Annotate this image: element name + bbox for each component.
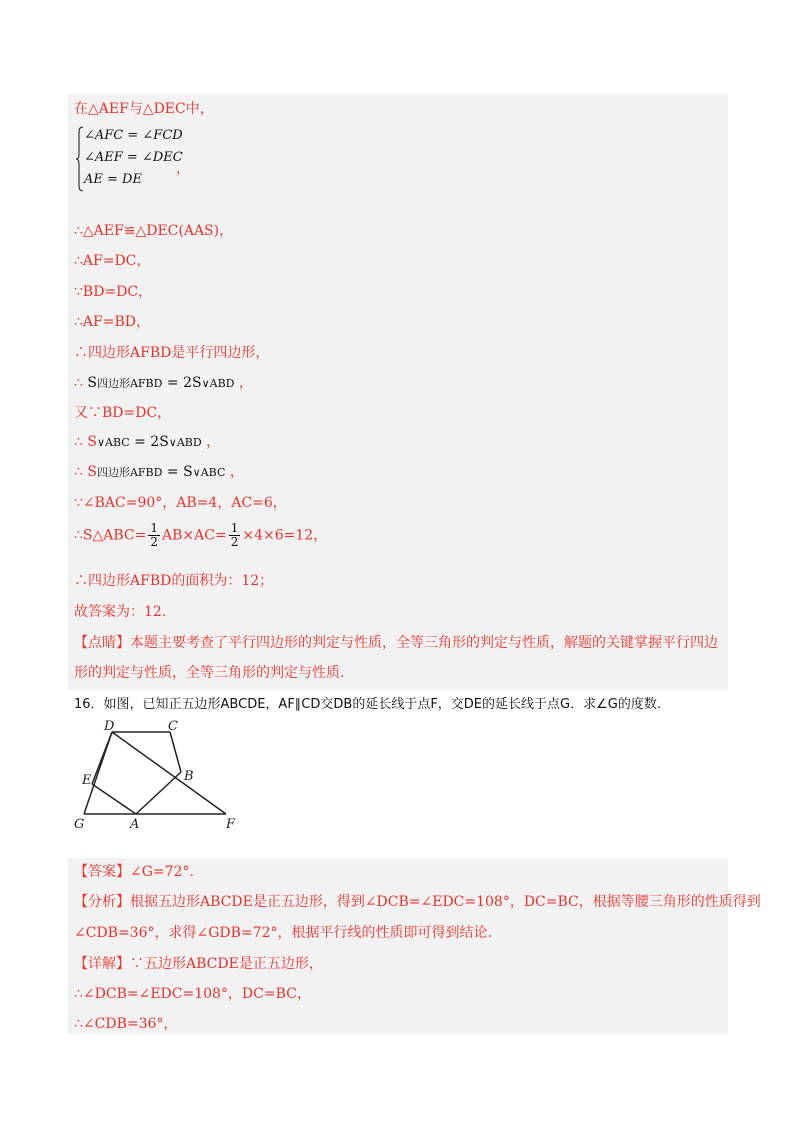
- answer-16: 【答案】∠G=72°.: [74, 864, 194, 880]
- pentagon-figure: [74, 718, 244, 830]
- label-E: E: [82, 773, 92, 788]
- label-A: A: [130, 817, 140, 830]
- label-G: G: [74, 817, 85, 830]
- solution-shade-bottom: [68, 858, 728, 1034]
- system-trail: ，: [176, 161, 190, 177]
- step-bd-dc: ∵BD=DC，: [74, 284, 153, 300]
- comment-line-2: 形的判定与性质，全等三角形的判定与性质.: [74, 665, 345, 681]
- comment-line-1: 【点睛】本题主要考查了平行四边形的判定与性质，全等三角形的判定与性质，解题的关键掌握平行四边: [74, 635, 718, 651]
- step-area-relation-1: ∴ S四边形AFBD = 2S∨ABD ，: [74, 375, 253, 391]
- step-parallelogram: ∴四边形AFBD是平行四边形，: [74, 345, 270, 361]
- label-B: B: [184, 769, 194, 784]
- step-given: ∵∠BAC=90°，AB=4，AC=6，: [74, 495, 287, 511]
- equation-system: [76, 126, 186, 192]
- label-F: F: [226, 817, 236, 830]
- fraction-half-1: $\frac{1}{2}$: [150, 521, 159, 549]
- step-bd-dc-again: 又∵BD=DC，: [74, 405, 172, 421]
- detail-line-1: 【详解】∵五边形ABCDE是正五边形，: [74, 956, 323, 972]
- step-area-calc: ∴S△ABC= $\frac{1}{2}$ AB×AC= $\frac{1}{2}$ ×4×6=12，: [74, 521, 328, 549]
- answer-line: 故答案为：12.: [74, 604, 167, 620]
- step-area-relation-2: ∴ S∨ABC = 2S∨ABD ，: [74, 434, 221, 450]
- pentagon-diagram: [74, 718, 244, 830]
- label-C: C: [168, 719, 178, 734]
- detail-line-3: ∴∠CDB=36°，: [74, 1016, 178, 1032]
- system-eq-1: ∠AFC = ∠FCD: [84, 128, 183, 143]
- problem-16-statement: 16．如图，已知正五边形ABCDE，AF∥CD交DB的延长线于点F，交DE的延长线于点G．求∠G的度数.: [74, 697, 661, 712]
- analysis-line-1: 【分析】根据五边形ABCDE是正五边形，得到∠DCB=∠EDC=108°，DC=BC，根据等腰三角形的性质得到: [74, 894, 761, 910]
- step-area-result: ∴四边形AFBD的面积为：12；: [74, 573, 274, 589]
- step-af-dc: ∴AF=DC，: [74, 253, 151, 269]
- analysis-line-2: ∠CDB=36°，求得∠GDB=72°，根据平行线的性质即可得到结论.: [74, 925, 492, 941]
- label-D: D: [104, 719, 115, 734]
- step-af-bd: ∴AF=BD，: [74, 314, 150, 330]
- congruence-intro: 在△AEF与△DEC中，: [74, 101, 214, 117]
- detail-line-2: ∴∠DCB=∠EDC=108°，DC=BC，: [74, 986, 311, 1002]
- system-eq-2: ∠AEF = ∠DEC: [84, 150, 183, 165]
- system-eq-3: AE = DE: [84, 172, 142, 187]
- congruence-conclusion: ∴△AEF≌△DEC(AAS)，: [74, 223, 234, 239]
- step-area-relation-3: ∴ S四边形AFBD = S∨ABC ，: [74, 464, 244, 480]
- fraction-half-2: $\frac{1}{2}$: [230, 521, 239, 549]
- left-brace-icon: [76, 126, 84, 192]
